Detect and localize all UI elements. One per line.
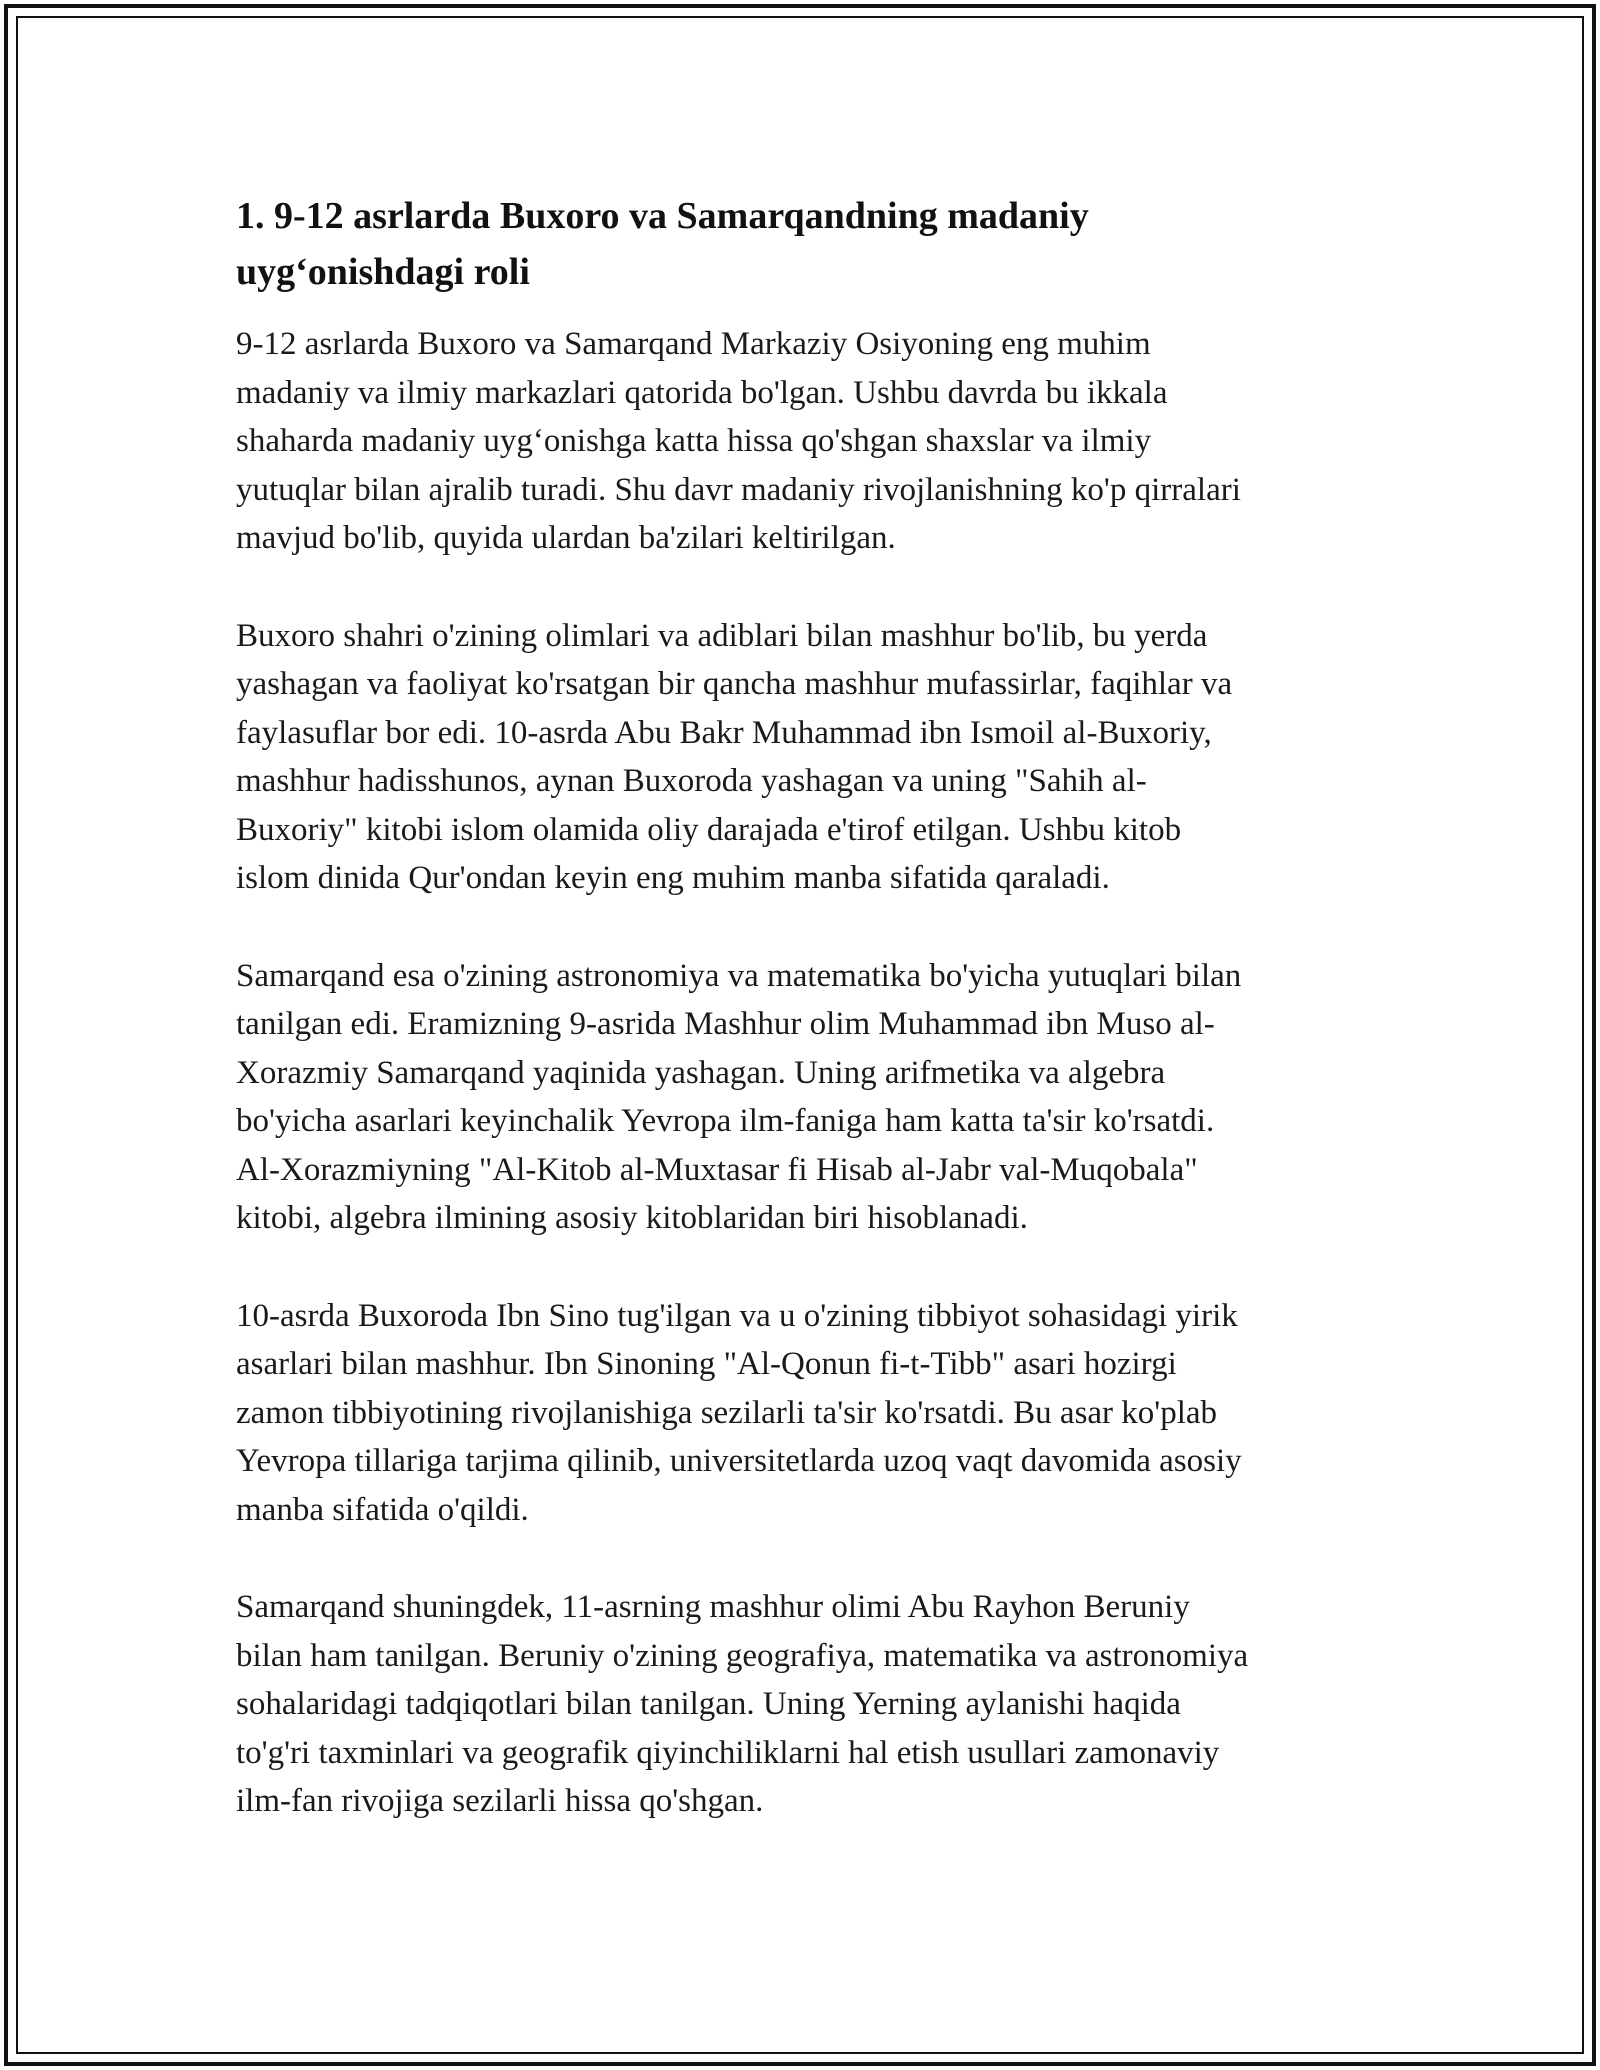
text-line: 9-12 asrlarda Buxoro va Samarqand Markaziy Osiyoning eng muhim xyxy=(236,326,1151,362)
text-line: Xorazmiy Samarqand yaqinida yashagan. Uning arifmetika va algebra xyxy=(236,1054,1166,1091)
text-line: 10-asrda Buxoroda Ibn Sino tug'ilgan va u o'zining tibbiyot sohasidagi yirik xyxy=(236,1297,1238,1334)
title-line: uyg‘onishdagi roli xyxy=(236,251,530,293)
text-line: bo'yicha asarlari keyinchalik Yevropa ilm-faniga ham katta ta'sir ko'rsatdi. xyxy=(236,1103,1215,1139)
text-line: shaharda madaniy uyg‘onishga katta hissa qo'shgan shaxslar va ilmiy xyxy=(236,423,1152,459)
paragraph-4 xyxy=(236,1292,1366,1535)
text-line: faylasuflar bor edi. 10-asrda Abu Bakr Muhammad ibn Ismoil al-Buxoriy, xyxy=(236,714,1212,751)
document-body xyxy=(236,188,1366,1875)
text-line: bilan ham tanilgan. Beruniy o'zining geografiya, matematika va astronomiya xyxy=(236,1637,1249,1674)
paragraph-3 xyxy=(236,952,1366,1243)
paragraph-1 xyxy=(236,320,1366,563)
text-line: islom dinida Qur'ondan keyin eng muhim manba sifatida qaraladi. xyxy=(236,860,1110,896)
text-line: yashagan va faoliyat ko'rsatgan bir qancha mashhur mufassirlar, faqihlar va xyxy=(236,666,1233,702)
document-title xyxy=(236,188,1366,300)
text-line: tanilgan edi. Eramizning 9-asrida Mashhur olim Muhammad ibn Muso al- xyxy=(236,1006,1215,1042)
text-line: mashhur hadisshunos, aynan Buxoroda yashagan va uning "Sahih al- xyxy=(236,763,1147,799)
text-line: Buxoro shahri o'zining olimlari va adiblari bilan mashhur bo'lib, bu yerda xyxy=(236,617,1208,654)
text-line: zamon tibbiyotining rivojlanishiga sezilarli ta'sir ko'rsatdi. Bu asar ko'plab xyxy=(236,1394,1218,1431)
text-line: ilm-fan rivojiga sezilarli hissa qo'shgan. xyxy=(236,1783,764,1819)
text-line: sohalaridagi tadqiqotlari bilan tanilgan. Uning Yerning aylanishi haqida xyxy=(236,1686,1181,1722)
text-line: manba sifatida o'qildi. xyxy=(236,1491,529,1528)
text-line: kitobi, algebra ilmining asosiy kitoblaridan biri hisoblanadi. xyxy=(236,1200,1028,1236)
text-line: mavjud bo'lib, quyida ulardan ba'zilari keltirilgan. xyxy=(236,520,896,556)
text-line: Samarqand esa o'zining astronomiya va matematika bo'yicha yutuqlari bilan xyxy=(236,957,1242,994)
text-line: to'g'ri taxminlari va geografik qiyinchiliklarni hal etish usullari zamonaviy xyxy=(236,1734,1220,1771)
text-line: Yevropa tillariga tarjima qilinib, universitetlarda uzoq vaqt davomida asosiy xyxy=(236,1443,1242,1479)
text-line: madaniy va ilmiy markazlari qatorida bo'lgan. Ushbu davrda bu ikkala xyxy=(236,374,1168,411)
text-line: Samarqand shuningdek, 11-asrning mashhur olimi Abu Rayhon Beruniy xyxy=(236,1589,1190,1625)
title-line: 1. 9-12 asrlarda Buxoro va Samarqandning madaniy xyxy=(236,195,1089,237)
text-line: Buxoriy" kitobi islom olamida oliy darajada e'tirof etilgan. Ushbu kitob xyxy=(236,811,1182,848)
paragraph-2 xyxy=(236,612,1366,903)
text-line: Al-Xorazmiyning "Al-Kitob al-Muxtasar fi Hisab al-Jabr val-Muqobala" xyxy=(236,1151,1198,1188)
text-line: asarlari bilan mashhur. Ibn Sinoning "Al-Qonun fi-t-Tibb" asari hozirgi xyxy=(236,1346,1177,1382)
text-line: yutuqlar bilan ajralib turadi. Shu davr madaniy rivojlanishning ko'p qirralari xyxy=(236,471,1241,508)
paragraph-5 xyxy=(236,1583,1366,1826)
